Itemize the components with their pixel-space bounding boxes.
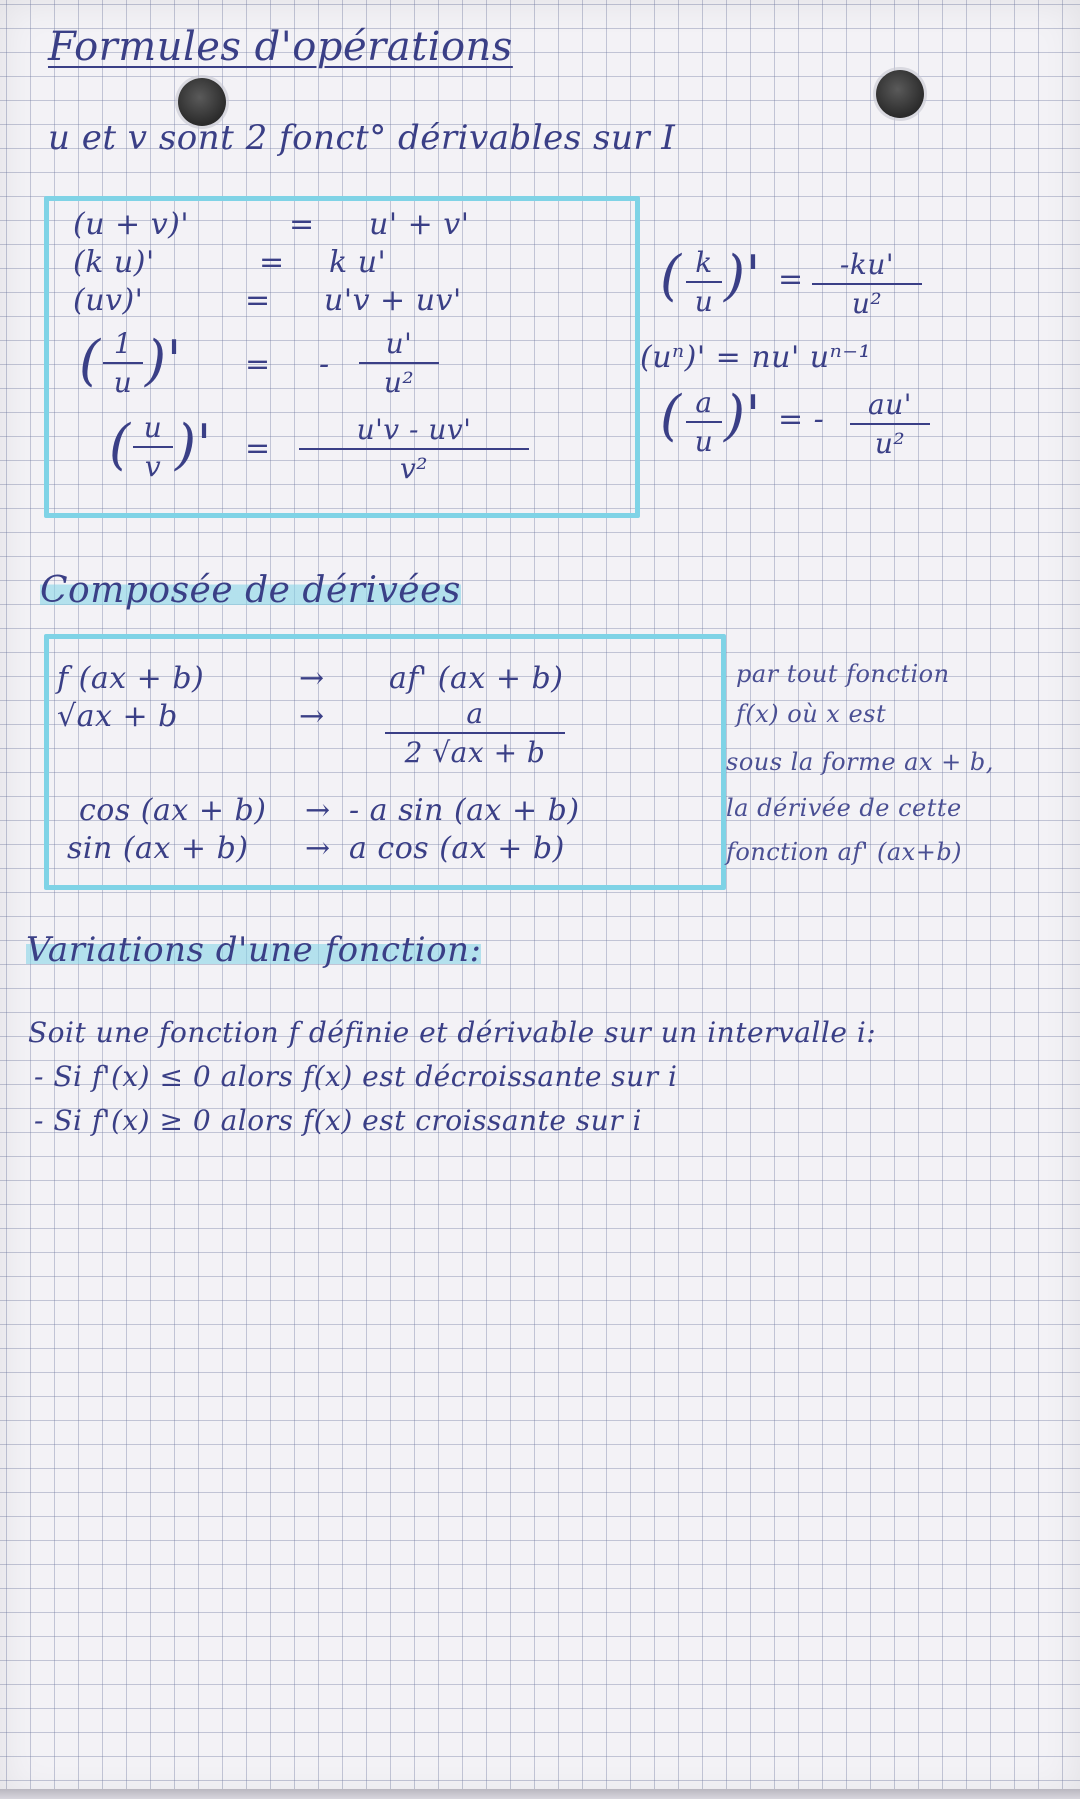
composee-row4-lhs: sin (ax + b) xyxy=(67,831,249,866)
inverse-lhs-fraction xyxy=(103,327,143,399)
formula-product-rhs: u'v + uv' xyxy=(324,283,462,318)
quotient-rhs-num: u'v - uv' xyxy=(356,413,472,446)
power-formula: (uⁿ)' = nu' uⁿ⁻¹ xyxy=(640,340,872,375)
inverse-eq: = xyxy=(245,347,271,382)
quotient-lhs-fraction xyxy=(133,411,173,483)
formula-scalar-rhs: k u' xyxy=(329,245,387,280)
arrow-right-icon: → xyxy=(305,831,331,866)
section-title-operations: Formules d'opérations xyxy=(48,24,513,70)
composee-row2-lhs: √ax + b xyxy=(57,699,178,734)
page-bottom-edge xyxy=(0,1789,1080,1799)
composee-note-line1: par tout fonction xyxy=(736,660,950,688)
variations-intro: Soit une fonction f définie et dérivable sur un intervalle i: xyxy=(28,1016,877,1049)
composee-row3-lhs: cos (ax + b) xyxy=(79,793,267,828)
composee-row2-num: a xyxy=(466,697,484,730)
quotient-lhs-den: v xyxy=(144,450,162,483)
composee-row4-rhs: a cos (ax + b) xyxy=(349,831,565,866)
quotient-eq: = xyxy=(245,431,271,466)
k-over-u-rhs-fraction xyxy=(812,248,922,320)
quotient-rhs-den: v² xyxy=(399,452,429,485)
a-over-u-lhs-den: u xyxy=(694,425,714,458)
inverse-lhs-den: u xyxy=(113,366,133,399)
operations-formula-box xyxy=(44,196,640,518)
composee-row3-rhs: - a sin (ax + b) xyxy=(349,793,580,828)
a-over-u-rhs-fraction xyxy=(850,388,930,460)
paren-open: ( xyxy=(660,244,682,307)
a-over-u-lhs-fraction xyxy=(686,386,722,458)
k-over-u-lhs-num: k xyxy=(695,246,713,279)
composee-row1-rhs: af' (ax + b) xyxy=(389,661,564,696)
paren-close: )' xyxy=(724,384,761,447)
a-over-u-rhs-num: au' xyxy=(868,388,912,421)
quotient-lhs-num: u xyxy=(143,411,163,444)
a-over-u-rhs-den: u² xyxy=(874,427,906,460)
variations-rule-increasing: - Si f'(x) ≥ 0 alors f(x) est croissante sur i xyxy=(34,1104,642,1137)
composee-row2-den: 2 √ax + b xyxy=(404,736,546,769)
binder-hole-right xyxy=(876,70,924,118)
section-title-composee xyxy=(40,570,461,611)
k-over-u-eq: = xyxy=(778,262,804,297)
composee-note-line5: fonction af' (ax+b) xyxy=(726,838,963,866)
formula-product-lhs: (uv)' xyxy=(73,283,144,318)
intro-sentence: u et v sont 2 fonct° dérivables sur I xyxy=(48,118,676,158)
variations-rule-decreasing: - Si f'(x) ≤ 0 alors f(x) est décroissante sur i xyxy=(34,1060,678,1093)
composee-note-line2: f(x) où x est xyxy=(736,700,887,728)
formula-product-eq: = xyxy=(245,283,271,318)
inverse-sign: - xyxy=(319,347,330,382)
paren-open: ( xyxy=(79,329,101,392)
composee-note-line4: la dérivée de cette xyxy=(726,794,962,822)
formula-sum-eq: = xyxy=(289,207,315,242)
paren-close: )' xyxy=(145,329,182,392)
paren-open: ( xyxy=(109,413,131,476)
arrow-right-icon: → xyxy=(305,793,331,828)
arrow-right-icon: → xyxy=(299,661,325,696)
paren-open: ( xyxy=(660,384,682,447)
composee-row1-lhs: f (ax + b) xyxy=(57,661,205,696)
section-title-variations-text: Variations d'une fonction: xyxy=(26,930,482,970)
k-over-u-lhs-den: u xyxy=(694,285,714,318)
arrow-right-icon: → xyxy=(299,699,325,734)
formula-scalar-lhs: (k u)' xyxy=(73,245,155,280)
k-over-u-rhs-num: -ku' xyxy=(839,248,895,281)
a-over-u-lhs-num: a xyxy=(695,386,713,419)
inverse-lhs-num: 1 xyxy=(113,327,133,360)
inverse-rhs-den: u² xyxy=(383,366,415,399)
paren-close: )' xyxy=(175,413,212,476)
section-title-composee-text: Composée de dérivées xyxy=(40,570,461,611)
formula-sum-rhs: u' + v' xyxy=(369,207,470,242)
composee-note-line3: sous la forme ax + b, xyxy=(726,748,994,776)
quotient-rhs-fraction xyxy=(299,413,529,485)
formula-scalar-eq: = xyxy=(259,245,285,280)
k-over-u-lhs-fraction xyxy=(686,246,722,318)
a-over-u-eq: = - xyxy=(778,402,825,437)
section-title-variations xyxy=(26,930,481,970)
composee-row2-fraction xyxy=(385,697,565,769)
paren-close: )' xyxy=(724,244,761,307)
composee-formula-box xyxy=(44,634,726,890)
k-over-u-rhs-den: u² xyxy=(851,287,883,320)
inverse-rhs-num: u' xyxy=(385,327,413,360)
formula-sum-lhs: (u + v)' xyxy=(73,207,190,242)
inverse-rhs-fraction xyxy=(359,327,439,399)
